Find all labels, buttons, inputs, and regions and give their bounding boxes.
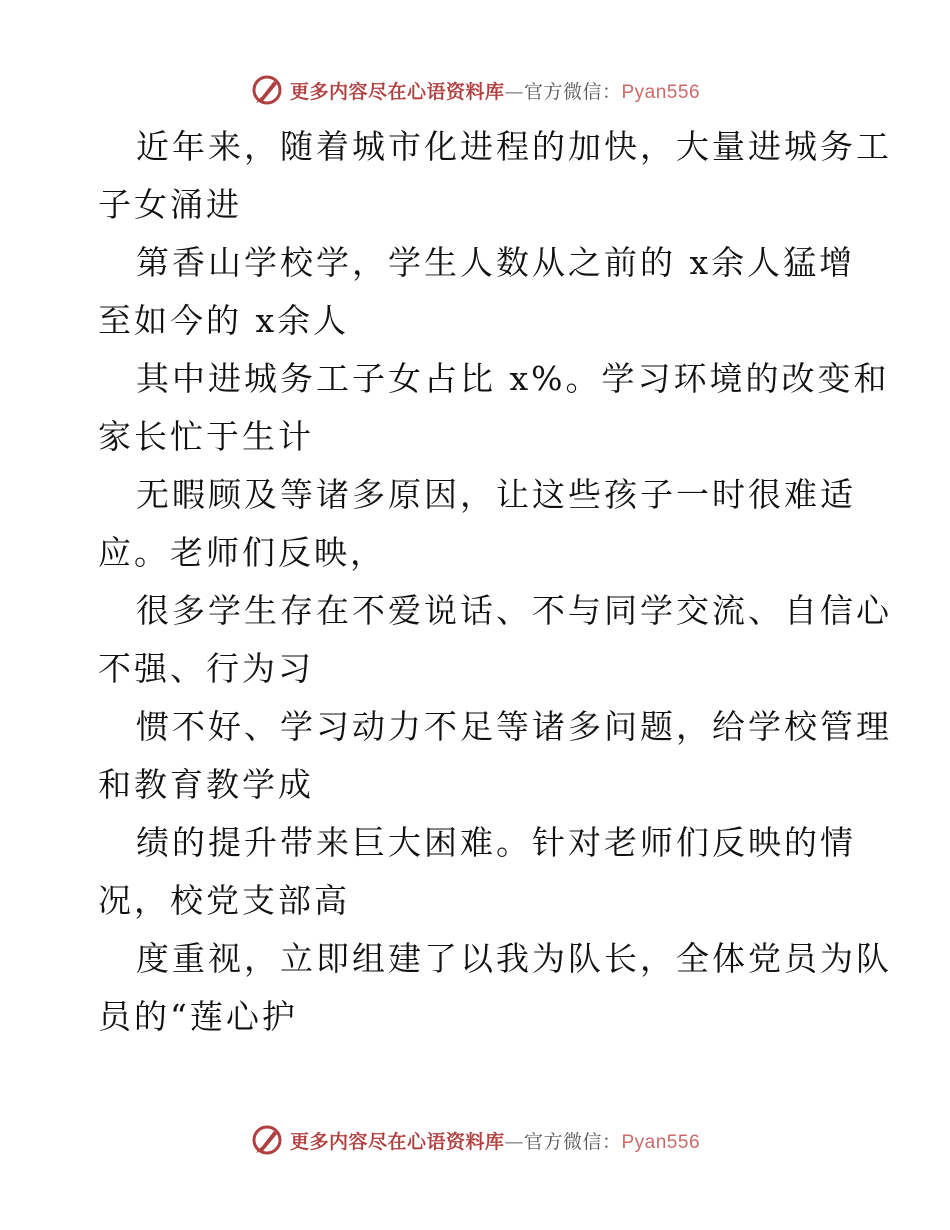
footer-banner-wechat-id: Pyan556 (621, 1131, 701, 1153)
pen-nib-circle-icon (250, 73, 284, 107)
body-line: 其中进城务工子女占比 x%。学习环境的改变和 (136, 359, 890, 398)
footer-banner-text (290, 1127, 700, 1154)
body-line: 应。老师们反映， (98, 533, 386, 572)
body-line: 子女涌进 (98, 185, 242, 224)
header-banner-text (290, 77, 700, 104)
body-line: 绩的提升带来巨大困难。针对老师们反映的情 (136, 823, 856, 862)
body-line: 不强、行为习 (98, 649, 314, 688)
body-line: 第香山学校学，学生人数从之前的 x余人猛增 (136, 243, 856, 282)
header-banner-main: 更多内容尽在心语资料库 (289, 80, 505, 103)
footer-banner-dash: — (504, 1130, 524, 1153)
pen-nib-circle-icon (250, 1123, 284, 1157)
document-body (98, 118, 892, 1046)
footer-banner-label: 官方微信： (523, 1130, 622, 1153)
body-line: 况，校党支部高 (98, 881, 350, 920)
body-line: 很多学生存在不爱说话、不与同学交流、自信心 (136, 591, 892, 630)
body-line: 至如今的 x余人 (98, 301, 350, 340)
body-line: 近年来，随着城市化进程的加快，大量进城务工 (136, 127, 892, 166)
body-line: 和教育教学成 (98, 765, 314, 804)
body-line: 惯不好、学习动力不足等诸多问题，给学校管理 (136, 707, 892, 746)
footer-banner (0, 1120, 950, 1160)
body-line: 度重视，立即组建了以我为队长，全体党员为队 (136, 939, 892, 978)
header-banner-wechat-id: Pyan556 (621, 81, 701, 103)
header-banner-dash: — (504, 80, 524, 103)
header-banner (0, 70, 950, 110)
body-line: 员的“莲心护 (98, 997, 298, 1036)
header-banner-label: 官方微信： (523, 80, 622, 103)
body-line: 家长忙于生计 (98, 417, 314, 456)
body-line: 无暇顾及等诸多原因，让这些孩子一时很难适 (136, 475, 856, 514)
footer-banner-main: 更多内容尽在心语资料库 (289, 1130, 505, 1153)
